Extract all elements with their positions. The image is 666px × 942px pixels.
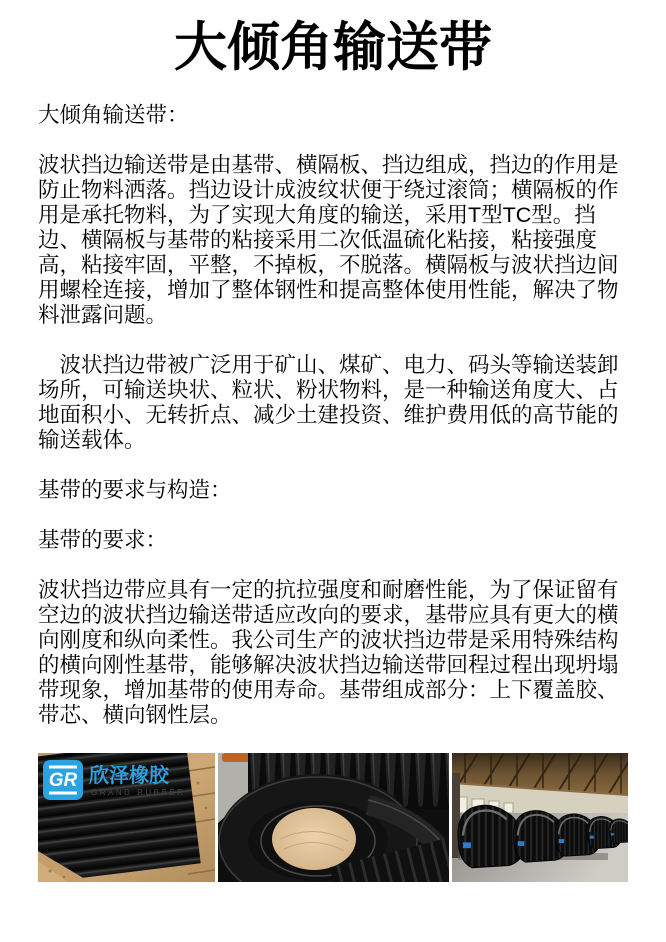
product-photo-belt-loop — [218, 753, 449, 882]
brand-name-en: GRAND RUBBER — [91, 788, 186, 797]
belt-loop-photo — [218, 753, 449, 882]
page-title: 大倾角输送带 — [174, 18, 492, 77]
heading-base-belt-structure: 基带的要求与构造： — [38, 478, 232, 502]
page — [0, 12, 666, 882]
warehouse-photo — [452, 753, 628, 882]
brand-watermark — [43, 760, 185, 800]
heading-base-belt-requirements: 基带的要求： — [38, 528, 168, 552]
product-photo-warehouse — [452, 753, 628, 882]
product-photo-sidewall-sheets — [38, 753, 215, 882]
brand-name-cn: 欣泽橡胶 — [89, 765, 169, 787]
photo-gallery — [38, 753, 628, 882]
paragraph-composition: 波状挡边输送带是由基带、横隔板、挡边组成，挡边的作用是防止物料洒落。挡边设计成波纹状便于绕过滚筒；横隔板的作用是承托物料，为了实现大角度的输送，采用T型TC型。挡边、横隔板与基带的粘接采用二次低温硫化粘接，粘接强度高，粘接牢固，平整，不掉板，不脱落。横隔板与波状挡边间用螺栓连接，增加了整体钢性和提高整体使用性能，解决了物料泄露问题。 — [38, 153, 619, 327]
brand-monogram: GR — [48, 770, 78, 791]
article — [38, 103, 628, 882]
sidewall-sheets-photo — [38, 753, 215, 882]
paragraph-base-belt: 波状挡边带应具有一定的抗拉强度和耐磨性能，为了保证留有空边的波状挡边输送带适应改向的要求，基带应具有更大的横向刚度和纵向柔性。我公司生产的波状挡边带是采用特殊结构的横向刚性基带，能够解决波状挡边输送带回程过程出现坍塌带现象，增加基带的使用寿命。基带组成部分：上下覆盖胶、带芯、横向钢性层。 — [38, 578, 619, 727]
paragraph-applications: 波状挡边带被广泛用于矿山、煤矿、电力、码头等输送装卸场所，可输送块状、粒状、粉状物料，是一种输送角度大、占地面积小、无转折点、减少土建投资、维护费用低的高节能的输送载体。 — [38, 353, 619, 452]
lead-line: 大倾角输送带： — [38, 103, 189, 127]
